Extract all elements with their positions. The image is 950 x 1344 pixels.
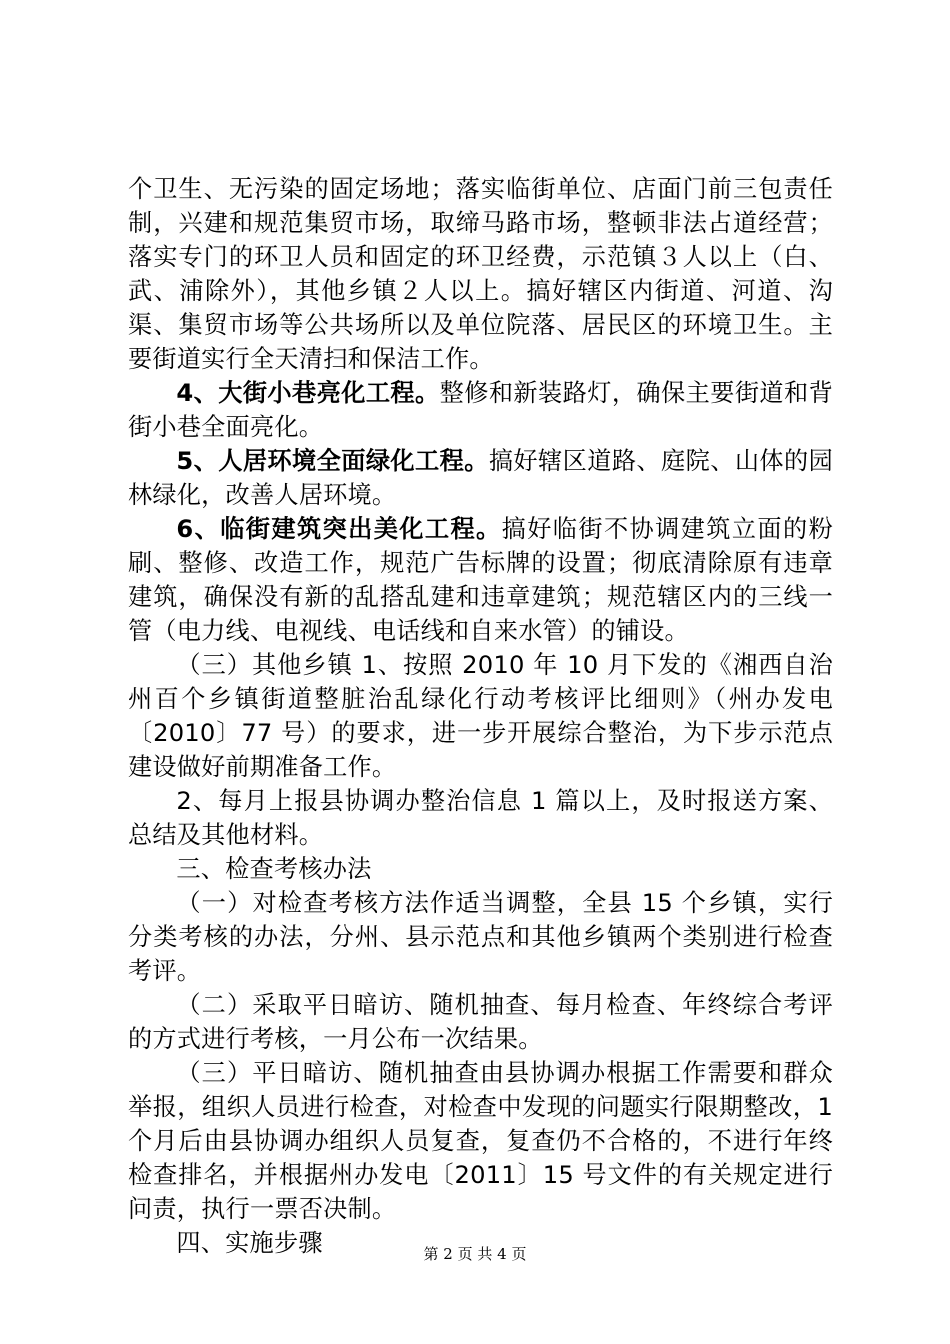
paragraph-inspection-3	[128, 1056, 833, 1226]
paragraph-text: （二）采取平日暗访、随机抽查、每月检查、年终综合考评的方式进行考核，一月公布一次结果。	[128, 991, 833, 1053]
paragraph-lighting-project	[128, 376, 833, 444]
paragraph-text: 四、实施步骤	[176, 1229, 323, 1257]
paragraph-beautify-project	[128, 512, 833, 648]
paragraph-other-towns	[128, 648, 833, 784]
paragraph-text: 2、每月上报县协调办整治信息 1 篇以上，及时报送方案、总结及其他材料。	[128, 787, 833, 849]
paragraph-text: 三、检查考核办法	[176, 855, 372, 883]
page-footer: 第 2 页 共 4 页	[423, 1245, 527, 1263]
paragraph-heading: 4、大街小巷亮化工程。	[176, 379, 440, 407]
paragraph-text: （三）其他乡镇 1、按照 2010 年 10 月下发的《湘西自治州百个乡镇街道整脏治乱绿化行动考核评比细则》（州办发电〔2010〕77 号）的要求，进一步开展综合整治，为下步示范点建设做好前期准备工作。	[128, 651, 833, 781]
paragraph-text: （一）对检查考核方法作适当调整，全县 15 个乡镇，实行分类考核的办法，分州、县示范点和其他乡镇两个类别进行检查考评。	[128, 889, 833, 985]
section-heading-inspection	[128, 852, 833, 886]
paragraph-text: 个卫生、无污染的固定场地；落实临街单位、店面门前三包责任制，兴建和规范集贸市场，取缔马路市场，整顿非法占道经营；落实专门的环卫人员和固定的环卫经费，示范镇３人以上（白、武、浦除外），其他乡镇２人以上。搞好辖区内街道、河道、沟渠、集贸市场等公共场所以及单位院落、居民区的环境卫生。主要街道实行全天清扫和保洁工作。	[128, 175, 833, 373]
paragraph-text: 搞好临街不协调建筑立面的粉刷、整修、改造工作，规范广告标牌的设置；彻底清除原有违章建筑，确保没有新的乱搭乱建和违章建筑；规范辖区内的三线一管（电力线、电视线、电话线和自来水管）的铺设。	[128, 515, 833, 645]
paragraph-text: 搞好辖区道路、庭院、山体的园林绿化，改善人居环境。	[128, 447, 833, 509]
paragraph-text: （三）平日暗访、随机抽查由县协调办根据工作需要和群众举报，组织人员进行检查，对检查中发现的问题实行限期整改，1 个月后由县协调办组织人员复查，复查仍不合格的，不进行年终检查排名，并根据州办发电〔2011〕15 号文件的有关规定进行问责，执行一票否决制。	[128, 1059, 833, 1223]
paragraph-greening-project	[128, 444, 833, 512]
paragraph-heading: 6、临街建筑突出美化工程。	[176, 515, 502, 543]
paragraph-inspection-1	[128, 886, 833, 988]
paragraph-text: 整修和新装路灯，确保主要街道和背街小巷全面亮化。	[128, 379, 833, 441]
paragraph-monthly-report	[128, 784, 833, 852]
document-body	[128, 172, 833, 1260]
paragraph-heading: 5、人居环境全面绿化工程。	[176, 447, 489, 475]
paragraph-sanitation-cont	[128, 172, 833, 376]
paragraph-inspection-2	[128, 988, 833, 1056]
